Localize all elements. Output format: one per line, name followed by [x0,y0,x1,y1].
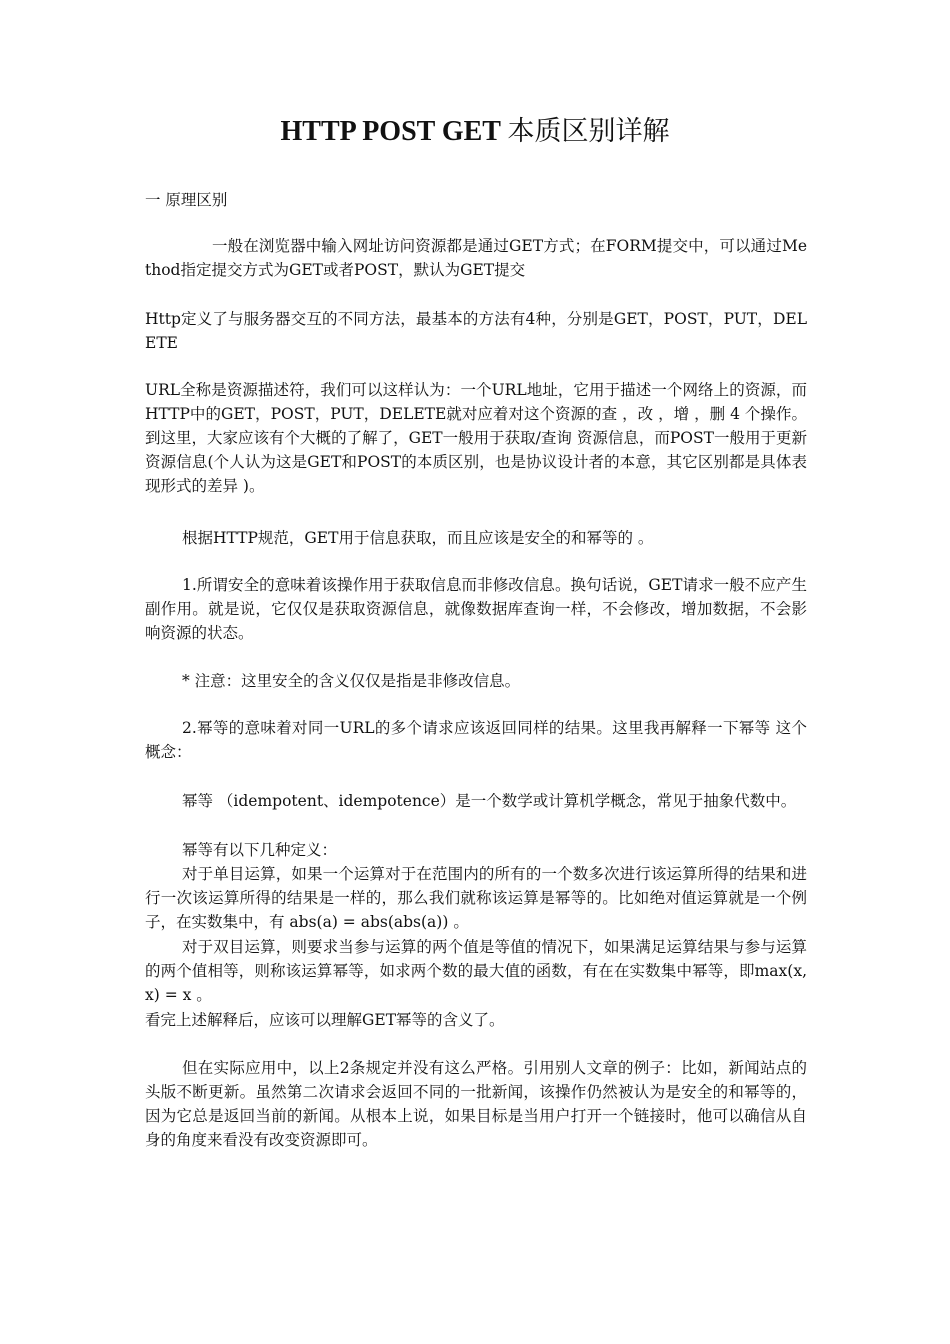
paragraph-8e: 看完上述解释后，应该可以理解GET幂等的含义了。 [145,1011,505,1029]
paragraph-6: * 注意：这里安全的含义仅仅是指是非修改信息。 [182,672,521,690]
title-chinese: 本质区别详解 [507,116,670,147]
paragraph-3: URL全称是资源描述符，我们可以这样认为：一个URL地址，它用于描述一个网络上的资源，而HTTP中的GET，POST，PUT，DELETE就对应着对这个资源的查 ，改 ，增 ，删 4 个操作。到这里，大家应该有个大概的了解了，GET一般用于获取/查询 资源信息，而POST一般用于更新 资源信息(个人认为这是GET和POST的本质区别，也是协议设计者的本意，其它区别都是具体表现形式的差异 )。 [145,381,807,495]
paragraph-4: 根据HTTP规范，GET用于信息获取，而且应该是安全的和幂等的 。 [182,529,654,547]
document-title [0,114,950,150]
paragraph-2: Http定义了与服务器交互的不同方法，最基本的方法有4种，分别是GET，POST，PUT，DELETE [145,310,807,352]
section-heading: 一 原理区别 [145,191,228,209]
paragraph-8b: 幂等有以下几种定义： [182,841,338,859]
paragraph-8a: 幂等 （idempotent、idempotence）是一个数学或计算机学概念，常见于抽象代数中。 [182,792,797,810]
paragraph-1: 一般在浏览器中输入网址访问资源都是通过GET方式；在FORM提交中，可以通过Method指定提交方式为GET或者POST，默认为GET提交 [145,237,807,279]
paragraph-7: 2.幂等的意味着对同一URL的多个请求应该返回同样的结果。这里我再解释一下幂等 这个概念： [145,719,807,761]
title-english: HTTP POST GET [280,116,501,147]
paragraph-8c: 对于单目运算，如果一个运算对于在范围内的所有的一个数多次进行该运算所得的结果和进行一次该运算所得的结果是一样的，那么我们就称该运算是幂等的。比如绝对值运算就是一个例子，在实数集中，有 abs(a) = abs(abs(a)) 。 [145,865,807,931]
paragraph-9: 但在实际应用中，以上2条规定并没有这么严格。引用别人文章的例子：比如，新闻站点的头版不断更新。虽然第二次请求会返回不同的一批新闻，该操作仍然被认为是安全的和幂等的，因为它总是返回当前的新闻。从根本上说，如果目标是当用户打开一个链接时，他可以确信从自身的角度来看没有改变资源即可。 [145,1059,807,1149]
paragraph-5: 1.所谓安全的意味着该操作用于获取信息而非修改信息。换句话说，GET请求一般不应产生副作用。就是说，它仅仅是获取资源信息，就像数据库查询一样，不会修改，增加数据，不会影响资源的状态。 [145,576,807,642]
paragraph-8d: 对于双目运算，则要求当参与运算的两个值是等值的情况下，如果满足运算结果与参与运算的两个值相等，则称该运算幂等，如求两个数的最大值的函数，有在在实数集中幂等，即max(x,x) = x 。 [145,938,807,1004]
